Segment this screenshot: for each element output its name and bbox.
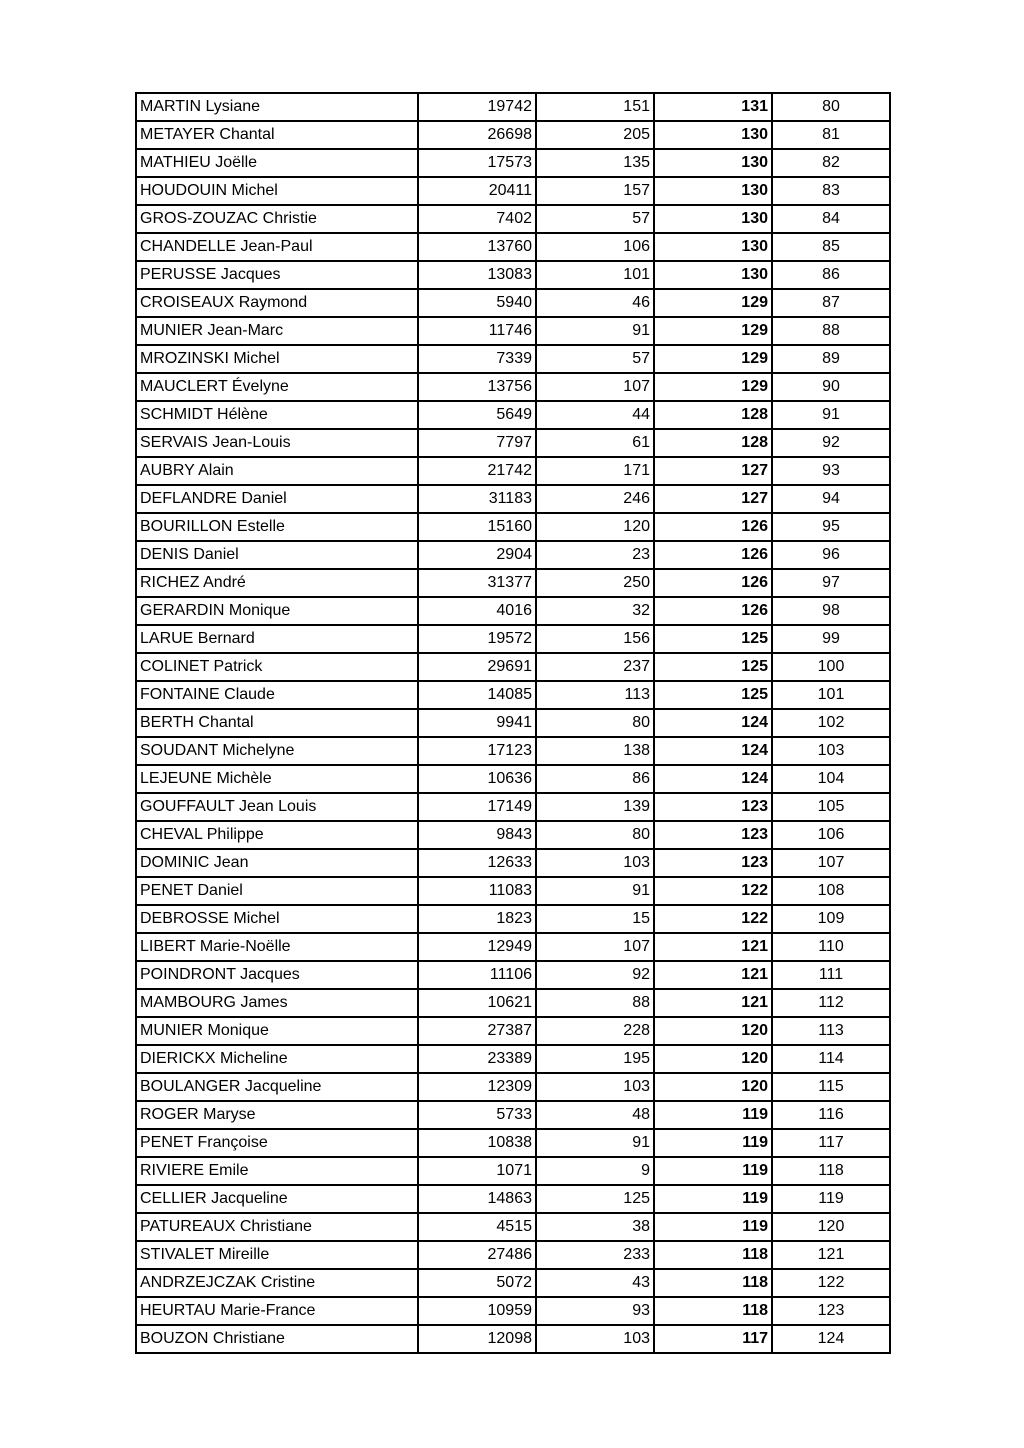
votes-cell: 14085 [418, 681, 536, 709]
rank-cell: 117 [772, 1129, 890, 1157]
table-row [136, 625, 890, 653]
table-row [136, 765, 890, 793]
votes-cell: 26698 [418, 121, 536, 149]
table-row [136, 961, 890, 989]
score-cell: 121 [654, 989, 772, 1017]
person-name-cell: BOURILLON Estelle [136, 513, 418, 541]
score-cell: 130 [654, 205, 772, 233]
score-cell: 127 [654, 485, 772, 513]
rank-cell: 98 [772, 597, 890, 625]
votes-cell: 11106 [418, 961, 536, 989]
score-cell: 121 [654, 961, 772, 989]
points-cell: 228 [536, 1017, 654, 1045]
votes-cell: 12949 [418, 933, 536, 961]
person-name-cell: RICHEZ André [136, 569, 418, 597]
score-cell: 130 [654, 261, 772, 289]
person-name-cell: MROZINSKI Michel [136, 345, 418, 373]
points-cell: 101 [536, 261, 654, 289]
points-cell: 91 [536, 1129, 654, 1157]
votes-cell: 15160 [418, 513, 536, 541]
rank-cell: 84 [772, 205, 890, 233]
person-name-cell: HOUDOUIN Michel [136, 177, 418, 205]
points-cell: 91 [536, 877, 654, 905]
votes-cell: 23389 [418, 1045, 536, 1073]
rank-cell: 115 [772, 1073, 890, 1101]
votes-cell: 5940 [418, 289, 536, 317]
table-row [136, 821, 890, 849]
person-name-cell: CROISEAUX Raymond [136, 289, 418, 317]
ranking-table [135, 92, 891, 1354]
person-name-cell: CHANDELLE Jean-Paul [136, 233, 418, 261]
votes-cell: 13083 [418, 261, 536, 289]
rank-cell: 91 [772, 401, 890, 429]
table-row [136, 345, 890, 373]
votes-cell: 17573 [418, 149, 536, 177]
points-cell: 195 [536, 1045, 654, 1073]
points-cell: 103 [536, 849, 654, 877]
person-name-cell: COLINET Patrick [136, 653, 418, 681]
rank-cell: 92 [772, 429, 890, 457]
rank-cell: 113 [772, 1017, 890, 1045]
rank-cell: 108 [772, 877, 890, 905]
person-name-cell: RIVIERE Emile [136, 1157, 418, 1185]
points-cell: 106 [536, 233, 654, 261]
rank-cell: 110 [772, 933, 890, 961]
table-row [136, 1241, 890, 1269]
points-cell: 15 [536, 905, 654, 933]
score-cell: 125 [654, 625, 772, 653]
votes-cell: 10959 [418, 1297, 536, 1325]
points-cell: 38 [536, 1213, 654, 1241]
score-cell: 125 [654, 653, 772, 681]
table-row [136, 1325, 890, 1353]
votes-cell: 10838 [418, 1129, 536, 1157]
score-cell: 129 [654, 289, 772, 317]
rank-cell: 101 [772, 681, 890, 709]
table-row [136, 177, 890, 205]
points-cell: 32 [536, 597, 654, 625]
rank-cell: 80 [772, 93, 890, 121]
votes-cell: 1071 [418, 1157, 536, 1185]
table-row [136, 653, 890, 681]
points-cell: 125 [536, 1185, 654, 1213]
score-cell: 119 [654, 1129, 772, 1157]
rank-cell: 100 [772, 653, 890, 681]
person-name-cell: DEFLANDRE Daniel [136, 485, 418, 513]
rank-cell: 81 [772, 121, 890, 149]
table-row [136, 373, 890, 401]
points-cell: 80 [536, 821, 654, 849]
table-row [136, 289, 890, 317]
table-row [136, 233, 890, 261]
person-name-cell: METAYER Chantal [136, 121, 418, 149]
votes-cell: 11746 [418, 317, 536, 345]
table-row [136, 905, 890, 933]
table-row [136, 1017, 890, 1045]
score-cell: 119 [654, 1157, 772, 1185]
rank-cell: 82 [772, 149, 890, 177]
table-row [136, 1129, 890, 1157]
table-row [136, 1157, 890, 1185]
votes-cell: 21742 [418, 457, 536, 485]
person-name-cell: FONTAINE Claude [136, 681, 418, 709]
points-cell: 205 [536, 121, 654, 149]
points-cell: 44 [536, 401, 654, 429]
votes-cell: 17149 [418, 793, 536, 821]
table-row [136, 1185, 890, 1213]
votes-cell: 14863 [418, 1185, 536, 1213]
score-cell: 126 [654, 513, 772, 541]
table-row [136, 513, 890, 541]
person-name-cell: BOULANGER Jacqueline [136, 1073, 418, 1101]
score-cell: 118 [654, 1297, 772, 1325]
rank-cell: 118 [772, 1157, 890, 1185]
table-row [136, 1045, 890, 1073]
rank-cell: 102 [772, 709, 890, 737]
table-row [136, 429, 890, 457]
score-cell: 130 [654, 149, 772, 177]
points-cell: 91 [536, 317, 654, 345]
person-name-cell: LEJEUNE Michèle [136, 765, 418, 793]
points-cell: 120 [536, 513, 654, 541]
table-row [136, 149, 890, 177]
person-name-cell: ROGER Maryse [136, 1101, 418, 1129]
rank-cell: 104 [772, 765, 890, 793]
person-name-cell: HEURTAU Marie-France [136, 1297, 418, 1325]
person-name-cell: DOMINIC Jean [136, 849, 418, 877]
table-row [136, 485, 890, 513]
votes-cell: 13756 [418, 373, 536, 401]
score-cell: 120 [654, 1017, 772, 1045]
score-cell: 123 [654, 821, 772, 849]
points-cell: 57 [536, 205, 654, 233]
person-name-cell: MATHIEU Joëlle [136, 149, 418, 177]
votes-cell: 17123 [418, 737, 536, 765]
ranking-table-body [136, 93, 890, 1353]
person-name-cell: PENET Daniel [136, 877, 418, 905]
rank-cell: 85 [772, 233, 890, 261]
person-name-cell: MUNIER Monique [136, 1017, 418, 1045]
table-row [136, 877, 890, 905]
points-cell: 23 [536, 541, 654, 569]
person-name-cell: MAUCLERT Évelyne [136, 373, 418, 401]
points-cell: 9 [536, 1157, 654, 1185]
score-cell: 128 [654, 429, 772, 457]
score-cell: 123 [654, 793, 772, 821]
score-cell: 117 [654, 1325, 772, 1353]
rank-cell: 116 [772, 1101, 890, 1129]
score-cell: 118 [654, 1241, 772, 1269]
votes-cell: 12098 [418, 1325, 536, 1353]
table-row [136, 933, 890, 961]
rank-cell: 121 [772, 1241, 890, 1269]
rank-cell: 111 [772, 961, 890, 989]
votes-cell: 27486 [418, 1241, 536, 1269]
votes-cell: 7402 [418, 205, 536, 233]
score-cell: 126 [654, 597, 772, 625]
points-cell: 157 [536, 177, 654, 205]
points-cell: 113 [536, 681, 654, 709]
score-cell: 131 [654, 93, 772, 121]
votes-cell: 2904 [418, 541, 536, 569]
votes-cell: 5649 [418, 401, 536, 429]
person-name-cell: AUBRY Alain [136, 457, 418, 485]
points-cell: 156 [536, 625, 654, 653]
table-row [136, 1101, 890, 1129]
score-cell: 121 [654, 933, 772, 961]
person-name-cell: MARTIN Lysiane [136, 93, 418, 121]
points-cell: 237 [536, 653, 654, 681]
rank-cell: 93 [772, 457, 890, 485]
votes-cell: 27387 [418, 1017, 536, 1045]
rank-cell: 107 [772, 849, 890, 877]
person-name-cell: SCHMIDT Hélène [136, 401, 418, 429]
rank-cell: 97 [772, 569, 890, 597]
votes-cell: 4016 [418, 597, 536, 625]
points-cell: 138 [536, 737, 654, 765]
table-row [136, 989, 890, 1017]
rank-cell: 124 [772, 1325, 890, 1353]
votes-cell: 12309 [418, 1073, 536, 1101]
points-cell: 250 [536, 569, 654, 597]
table-row [136, 121, 890, 149]
votes-cell: 5072 [418, 1269, 536, 1297]
rank-cell: 120 [772, 1213, 890, 1241]
person-name-cell: PERUSSE Jacques [136, 261, 418, 289]
votes-cell: 19572 [418, 625, 536, 653]
score-cell: 126 [654, 541, 772, 569]
table-row [136, 205, 890, 233]
score-cell: 130 [654, 121, 772, 149]
person-name-cell: PENET Françoise [136, 1129, 418, 1157]
votes-cell: 9941 [418, 709, 536, 737]
points-cell: 93 [536, 1297, 654, 1325]
rank-cell: 114 [772, 1045, 890, 1073]
rank-cell: 122 [772, 1269, 890, 1297]
table-row [136, 793, 890, 821]
table-row [136, 261, 890, 289]
person-name-cell: SERVAIS Jean-Louis [136, 429, 418, 457]
score-cell: 126 [654, 569, 772, 597]
score-cell: 120 [654, 1073, 772, 1101]
points-cell: 92 [536, 961, 654, 989]
rank-cell: 99 [772, 625, 890, 653]
table-row [136, 709, 890, 737]
table-row [136, 737, 890, 765]
rank-cell: 123 [772, 1297, 890, 1325]
points-cell: 86 [536, 765, 654, 793]
table-row [136, 681, 890, 709]
table-row [136, 1073, 890, 1101]
votes-cell: 9843 [418, 821, 536, 849]
rank-cell: 94 [772, 485, 890, 513]
person-name-cell: MAMBOURG James [136, 989, 418, 1017]
person-name-cell: PATUREAUX Christiane [136, 1213, 418, 1241]
rank-cell: 83 [772, 177, 890, 205]
votes-cell: 29691 [418, 653, 536, 681]
votes-cell: 10636 [418, 765, 536, 793]
points-cell: 103 [536, 1073, 654, 1101]
score-cell: 122 [654, 905, 772, 933]
score-cell: 125 [654, 681, 772, 709]
score-cell: 124 [654, 737, 772, 765]
rank-cell: 90 [772, 373, 890, 401]
person-name-cell: GERARDIN Monique [136, 597, 418, 625]
rank-cell: 89 [772, 345, 890, 373]
votes-cell: 1823 [418, 905, 536, 933]
score-cell: 127 [654, 457, 772, 485]
table-row [136, 93, 890, 121]
rank-cell: 103 [772, 737, 890, 765]
votes-cell: 10621 [418, 989, 536, 1017]
points-cell: 151 [536, 93, 654, 121]
score-cell: 124 [654, 765, 772, 793]
score-cell: 123 [654, 849, 772, 877]
person-name-cell: POINDRONT Jacques [136, 961, 418, 989]
points-cell: 135 [536, 149, 654, 177]
score-cell: 129 [654, 317, 772, 345]
score-cell: 129 [654, 373, 772, 401]
table-row [136, 317, 890, 345]
table-row [136, 849, 890, 877]
score-cell: 130 [654, 233, 772, 261]
points-cell: 46 [536, 289, 654, 317]
points-cell: 43 [536, 1269, 654, 1297]
rank-cell: 112 [772, 989, 890, 1017]
rank-cell: 95 [772, 513, 890, 541]
points-cell: 61 [536, 429, 654, 457]
table-row [136, 401, 890, 429]
person-name-cell: BERTH Chantal [136, 709, 418, 737]
points-cell: 246 [536, 485, 654, 513]
points-cell: 171 [536, 457, 654, 485]
person-name-cell: LIBERT Marie-Noëlle [136, 933, 418, 961]
votes-cell: 31377 [418, 569, 536, 597]
person-name-cell: GROS-ZOUZAC Christie [136, 205, 418, 233]
person-name-cell: ANDRZEJCZAK Cristine [136, 1269, 418, 1297]
score-cell: 130 [654, 177, 772, 205]
score-cell: 118 [654, 1269, 772, 1297]
score-cell: 124 [654, 709, 772, 737]
points-cell: 80 [536, 709, 654, 737]
votes-cell: 20411 [418, 177, 536, 205]
person-name-cell: DENIS Daniel [136, 541, 418, 569]
person-name-cell: GOUFFAULT Jean Louis [136, 793, 418, 821]
score-cell: 119 [654, 1185, 772, 1213]
score-cell: 129 [654, 345, 772, 373]
points-cell: 107 [536, 373, 654, 401]
points-cell: 103 [536, 1325, 654, 1353]
person-name-cell: CHEVAL Philippe [136, 821, 418, 849]
person-name-cell: LARUE Bernard [136, 625, 418, 653]
rank-cell: 119 [772, 1185, 890, 1213]
person-name-cell: BOUZON Christiane [136, 1325, 418, 1353]
score-cell: 119 [654, 1213, 772, 1241]
person-name-cell: SOUDANT Michelyne [136, 737, 418, 765]
rank-cell: 106 [772, 821, 890, 849]
votes-cell: 31183 [418, 485, 536, 513]
table-row [136, 1269, 890, 1297]
person-name-cell: DIERICKX Micheline [136, 1045, 418, 1073]
table-row [136, 1297, 890, 1325]
points-cell: 233 [536, 1241, 654, 1269]
votes-cell: 7797 [418, 429, 536, 457]
votes-cell: 7339 [418, 345, 536, 373]
rank-cell: 109 [772, 905, 890, 933]
table-row [136, 541, 890, 569]
rank-cell: 87 [772, 289, 890, 317]
table-row [136, 1213, 890, 1241]
score-cell: 122 [654, 877, 772, 905]
votes-cell: 13760 [418, 233, 536, 261]
rank-cell: 96 [772, 541, 890, 569]
table-row [136, 569, 890, 597]
votes-cell: 4515 [418, 1213, 536, 1241]
rank-cell: 86 [772, 261, 890, 289]
person-name-cell: DEBROSSE Michel [136, 905, 418, 933]
votes-cell: 12633 [418, 849, 536, 877]
person-name-cell: CELLIER Jacqueline [136, 1185, 418, 1213]
table-row [136, 457, 890, 485]
points-cell: 107 [536, 933, 654, 961]
votes-cell: 11083 [418, 877, 536, 905]
score-cell: 128 [654, 401, 772, 429]
rank-cell: 88 [772, 317, 890, 345]
score-cell: 119 [654, 1101, 772, 1129]
points-cell: 48 [536, 1101, 654, 1129]
points-cell: 57 [536, 345, 654, 373]
table-row [136, 597, 890, 625]
rank-cell: 105 [772, 793, 890, 821]
person-name-cell: MUNIER Jean-Marc [136, 317, 418, 345]
votes-cell: 5733 [418, 1101, 536, 1129]
points-cell: 139 [536, 793, 654, 821]
person-name-cell: STIVALET Mireille [136, 1241, 418, 1269]
votes-cell: 19742 [418, 93, 536, 121]
points-cell: 88 [536, 989, 654, 1017]
score-cell: 120 [654, 1045, 772, 1073]
